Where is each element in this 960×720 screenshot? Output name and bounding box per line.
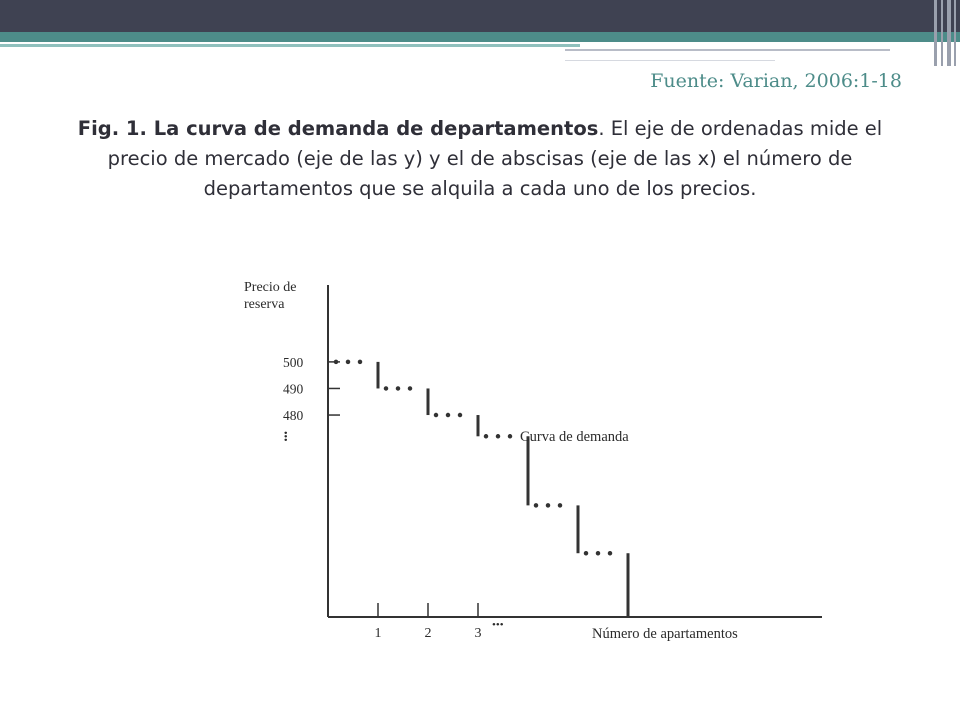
y-tick-label: 500 — [283, 354, 304, 370]
y-axis-label-line-1: Precio de — [244, 280, 297, 295]
y-tick-label: 490 — [283, 381, 304, 397]
y-axis-label-line-2: reserva — [244, 297, 285, 312]
curve-annotation: Curva de demanda — [520, 429, 629, 445]
y-ellipsis: ••• — [279, 431, 290, 442]
x-axis-label: Número de apartamentos — [592, 626, 738, 642]
caption-text: . El eje de ordenadas mide el precio de mercado (eje de las y) y el de abscisas (eje de las x) el número de departamentos que se alquila a cada uno de los precios. — [107, 117, 883, 200]
x-tick-label: 3 — [474, 626, 482, 641]
x-tick-label: 1 — [374, 626, 382, 641]
caption-title: Fig. 1. La curva de demanda de departamentos — [77, 117, 599, 140]
y-tick-label: 480 — [283, 408, 304, 424]
source-citation: Fuente: Varian, 2006:1-18 — [650, 70, 902, 92]
x-ellipsis: ••• — [492, 619, 504, 631]
x-tick-label: 2 — [424, 626, 432, 641]
